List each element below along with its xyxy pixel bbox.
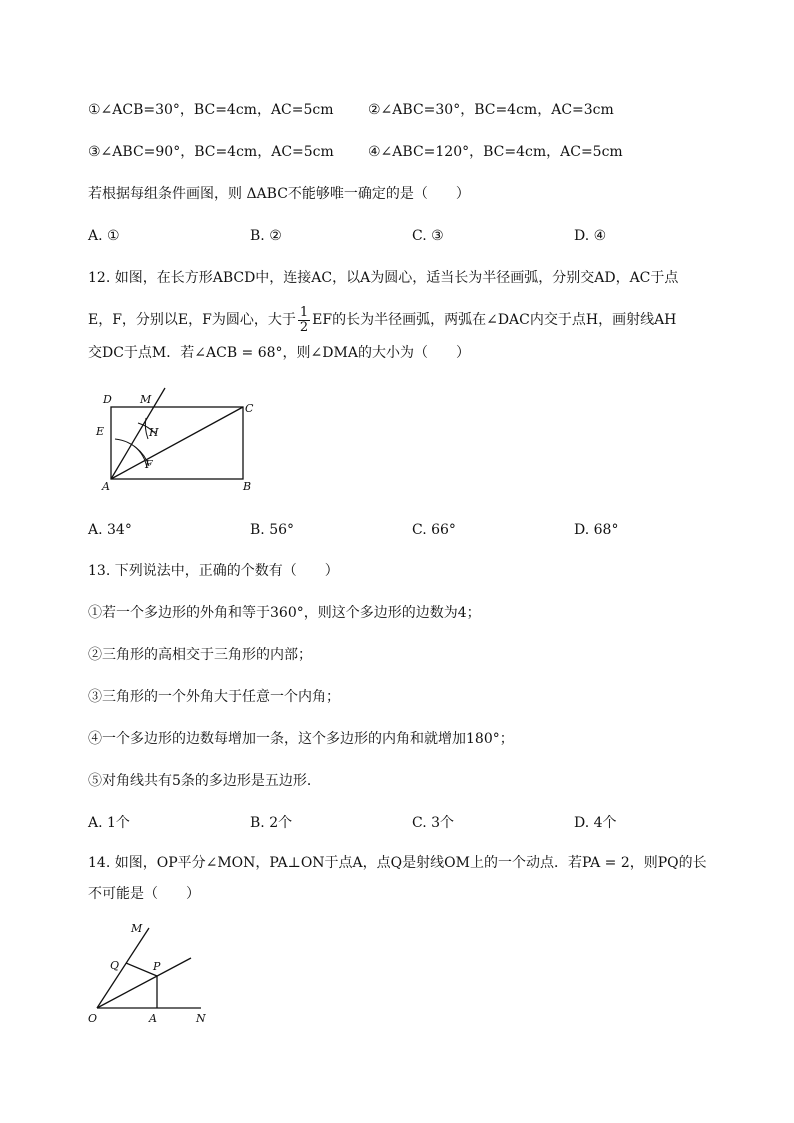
ray-om: [97, 928, 149, 1008]
label-h: H: [149, 426, 159, 439]
q12-rectangle-figure: [90, 388, 260, 493]
q12-option-a: A. 34°: [88, 522, 132, 538]
q11-option-c: C. ③: [412, 228, 444, 244]
q12-line-2: [88, 303, 676, 337]
q11-condition-3: ③∠ABC=90°，BC=4cm，AC=5cm: [88, 144, 334, 160]
q11-option-b: B. ②: [250, 228, 282, 244]
q12-option-b: B. 56°: [250, 522, 295, 538]
q11-condition-4: ④∠ABC=120°，BC=4cm，AC=5cm: [368, 144, 623, 160]
q11-option-d: D. ④: [574, 228, 607, 244]
label-n: N: [196, 1012, 206, 1025]
q14-line-1: 14. 如图，OP平分∠MON，PA⊥ON于点A，点Q是射线OM上的一个动点．若PA = 2，则PQ的长: [88, 855, 707, 871]
arc-h-2: [145, 418, 148, 439]
one-half-fraction: [298, 306, 310, 335]
q11-question: 若根据每组条件画图，则 ΔABC不能够唯一确定的是（ ）: [88, 186, 470, 202]
label-m: M: [140, 393, 152, 406]
q13-stem: 13. 下列说法中，正确的个数有（ ）: [88, 563, 339, 579]
q13-option-c: C. 3个: [412, 815, 455, 831]
q14-angle-figure: [86, 918, 216, 1033]
q12-line-3: 交DC于点M．若∠ACB = 68°，则∠DMA的大小为（ ）: [88, 345, 470, 361]
q12-line-2-start: E，F，分别以E，F为圆心，大于: [88, 312, 296, 328]
label-q: Q: [110, 959, 120, 972]
fraction-denominator: 2: [299, 319, 309, 335]
q11-condition-1: ①∠ACB=30°，BC=4cm，AC=5cm: [88, 102, 334, 118]
label-c: C: [245, 402, 254, 415]
q11-condition-2: ②∠ABC=30°，BC=4cm，AC=3cm: [368, 102, 614, 118]
q12-line-1: 12. 如图，在长方形ABCD中，连接AC，以A为圆心，适当长为半径画弧，分别交AD，AC于点: [88, 270, 679, 286]
q11-option-a: A. ①: [88, 228, 120, 244]
label-f: F: [145, 458, 153, 471]
q13-statement-2: ②三角形的高相交于三角形的内部；: [88, 647, 312, 663]
label-a: A: [149, 1012, 157, 1025]
label-m: M: [131, 922, 143, 935]
label-d: D: [103, 393, 112, 406]
diagonal-ac: [111, 407, 243, 479]
label-o: O: [88, 1012, 98, 1025]
label-a: A: [102, 480, 110, 493]
label-b: B: [243, 480, 252, 493]
q13-option-a: A. 1个: [88, 815, 130, 831]
q13-option-d: D. 4个: [574, 815, 617, 831]
q13-option-b: B. 2个: [250, 815, 293, 831]
q12-option-d: D. 68°: [574, 522, 619, 538]
label-e: E: [96, 425, 105, 438]
q13-statement-5: ⑤对角线共有5条的多边形是五边形．: [88, 773, 321, 789]
fraction-numerator: 1: [299, 304, 309, 320]
q13-statement-3: ③三角形的一个外角大于任意一个内角；: [88, 689, 340, 705]
q12-option-c: C. 66°: [412, 522, 456, 538]
q14-line-2: 不可能是（ ）: [88, 886, 200, 902]
label-p: P: [153, 960, 161, 973]
q12-line-2-end: EF的长为半径画弧，两弧在∠DAC内交于点H，画射线AH: [312, 312, 677, 328]
q13-statement-4: ④一个多边形的边数每增加一条，这个多边形的内角和就增加180°；: [88, 731, 514, 747]
q13-statement-1: ①若一个多边形的外角和等于360°，则这个多边形的边数为4；: [88, 605, 481, 621]
